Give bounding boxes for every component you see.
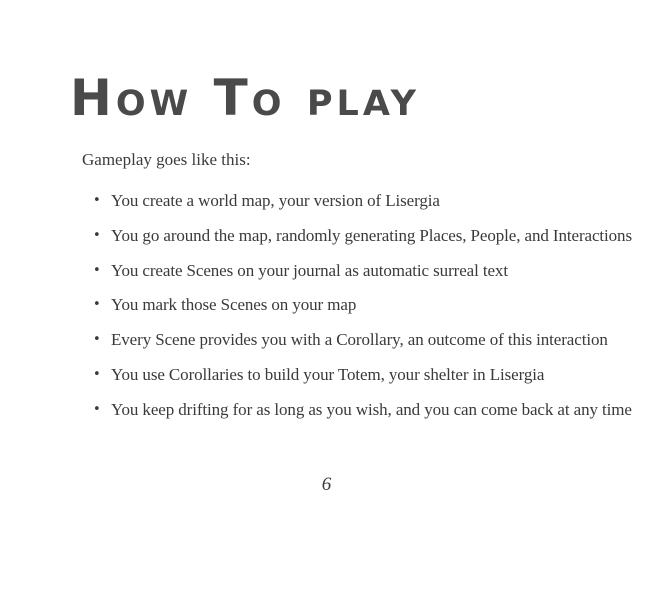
list-item-text: You use Corollaries to build your Totem, your shelter in Lisergia xyxy=(111,364,545,384)
list-item-text: You keep drifting for as long as you wish, and you can come back at any time xyxy=(111,399,632,419)
page-title: How To play xyxy=(70,69,420,127)
list-item-text: Every Scene provides you with a Corollary, an outcome of this interaction xyxy=(111,330,608,350)
list-item-text: You go around the map, randomly generating Places, People, and Interactions xyxy=(111,225,632,245)
list-item xyxy=(84,190,624,225)
bullet-icon: • xyxy=(93,332,101,348)
list-item xyxy=(84,260,624,295)
list-item xyxy=(84,294,624,329)
page-number: 6 xyxy=(321,474,332,495)
gameplay-steps-list xyxy=(84,190,632,434)
list-item xyxy=(84,329,624,364)
list-item xyxy=(84,364,624,399)
intro-text: Gameplay goes like this: xyxy=(82,150,251,169)
list-item-text: You create a world map, your version of Lisergia xyxy=(111,191,440,210)
bullet-icon: • xyxy=(93,366,101,382)
bullet-icon: • xyxy=(93,193,101,208)
list-item-text: You create Scenes on your journal as automatic surreal text xyxy=(111,260,508,280)
bullet-icon: • xyxy=(93,297,101,313)
bullet-icon: • xyxy=(93,262,101,278)
bullet-icon: • xyxy=(93,401,101,417)
bullet-icon: • xyxy=(93,227,101,243)
list-item xyxy=(84,399,632,434)
list-item xyxy=(84,225,632,260)
list-item-text: You mark those Scenes on your map xyxy=(111,295,357,315)
